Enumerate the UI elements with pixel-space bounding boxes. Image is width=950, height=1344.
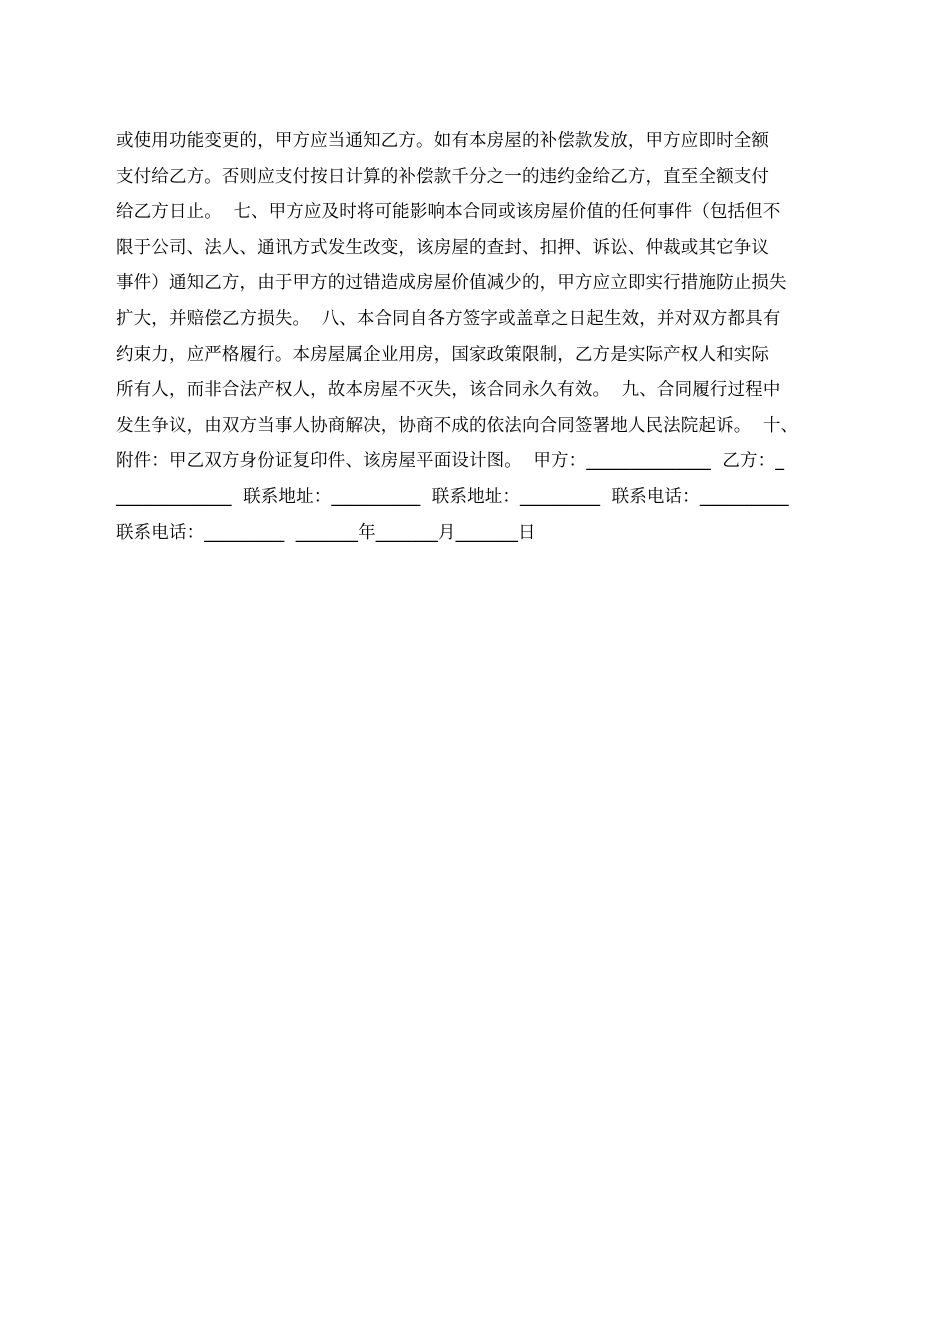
text-line-6: 扩大，并赔偿乙方损失。 八、本合同自各方签字或盖章之日起生效，并对双方都具有 [116, 308, 781, 329]
text-line-10: 附件：甲乙双方身份证复印件、该房屋平面设计图。 甲方：______________ 乙方：_ [116, 451, 785, 472]
text-line-7: 约束力，应严格履行。本房屋属企业用房，国家政策限制，乙方是实际产权人和实际 [116, 344, 770, 365]
text-line-3: 给乙方日止。 七、甲方应及时将可能影响本合同或该房屋价值的任何事件（包括但不 [116, 202, 781, 223]
text-line-8: 所有人，而非合法产权人，故本房屋不灭失，该合同永久有效。 九、合同履行过程中 [116, 380, 781, 401]
contract-text [116, 124, 846, 551]
text-line-11: _____________ 联系地址：__________ 联系地址：_________ 联系电话：__________ [116, 486, 789, 507]
text-line-5: 事件）通知乙方，由于甲方的过错造成房屋价值减少的，甲方应立即实行措施防止损失 [116, 273, 787, 294]
text-line-12: 联系电话：_________ _______年_______月_______日 [116, 522, 536, 543]
text-line-4: 限于公司、法人、通讯方式发生改变，该房屋的查封、扣押、诉讼、仲裁或其它争议 [116, 237, 770, 258]
text-line-9: 发生争议，由双方当事人协商解决，协商不成的依法向合同签署地人民法院起诉。 十、 [116, 415, 799, 436]
text-line-2: 支付给乙方。否则应支付按日计算的补偿款千分之一的违约金给乙方，直至全额支付 [116, 166, 770, 187]
text-line-1: 或使用功能变更的，甲方应当通知乙方。如有本房屋的补偿款发放，甲方应即时全额 [116, 131, 770, 151]
